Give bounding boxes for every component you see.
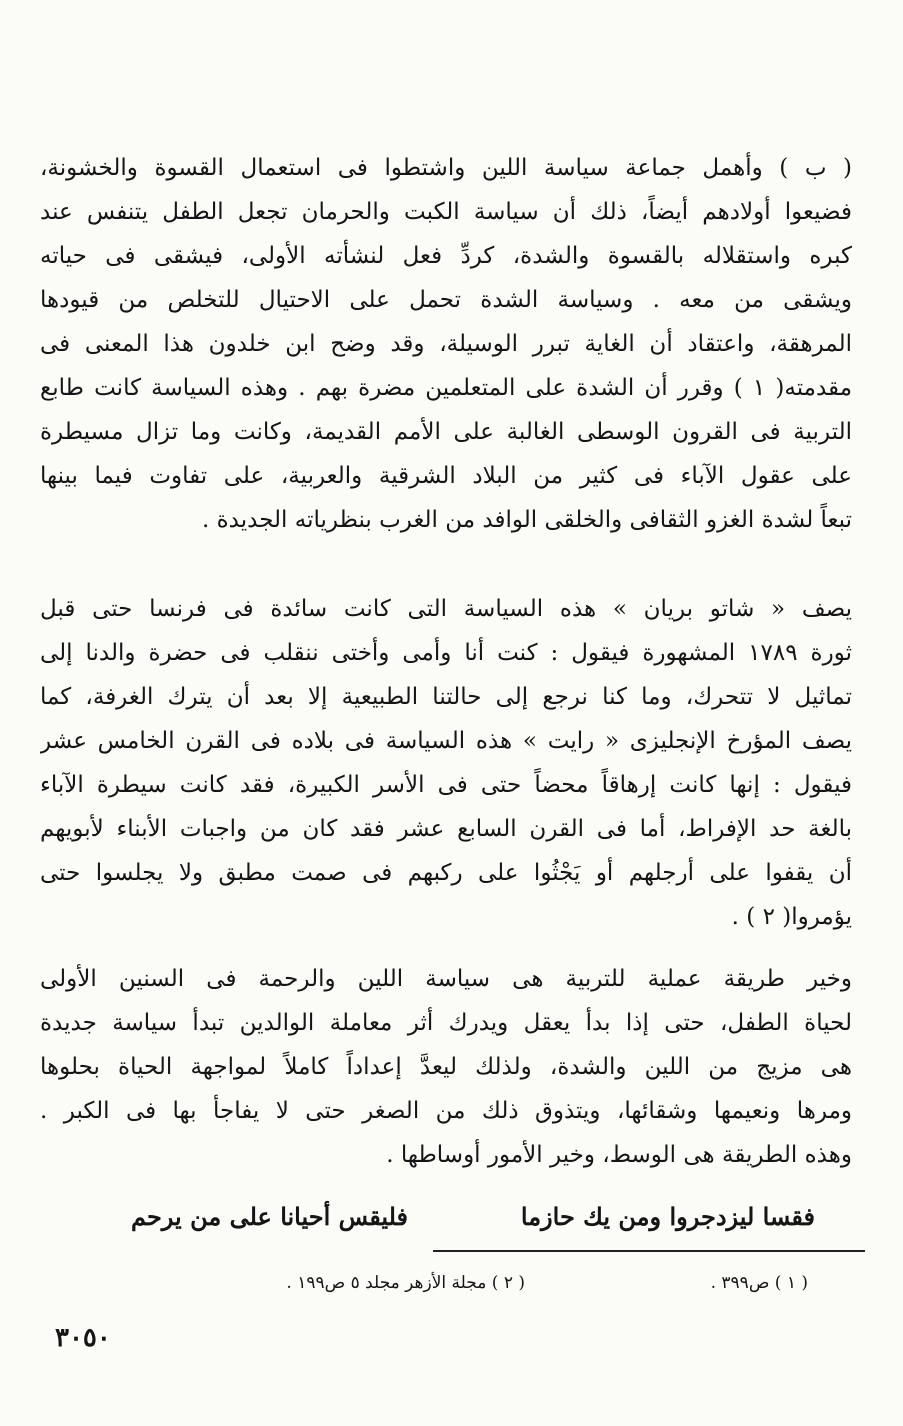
text-line: فضيعوا أولادهم أيضاً، ذلك أن سياسة الكبت والحرمان تجعل الطفل يتنفس عند (40, 199, 852, 225)
text-line: ومرها ونعيمها وشقائها، ويتذوق ذلك من الصغر حتى لا يفاجأ بها فى الكبر . (40, 1098, 852, 1124)
text-line: ويشقى من معه . وسياسة الشدة تحمل على الاحتيال للتخلص من قيودها (40, 287, 852, 313)
footnote-2: ( ٢ ) مجلة الأزهر مجلد ٥ ص١٩٩ . (286, 1273, 525, 1293)
text-line: وهذه الطريقة هى الوسط، وخير الأمور أوساطها . (386, 1142, 852, 1168)
text-line: لحياة الطفل، حتى إذا بدأ يعقل ويدرك أثر معاملة الوالدين تبدأ سياسة جديدة (40, 1010, 852, 1036)
text-line: ( ب ) وأهمل جماعة سياسة اللين واشتطوا فى استعمال القسوة والخشونة، (40, 155, 852, 181)
footnote-1: ( ١ ) ص٣٩٩ . (710, 1273, 808, 1293)
text-line: هى مزيج من اللين والشدة، ولذلك ليعدَّ إعداداً كاملاً لمواجهة الحياة بحلوها (40, 1054, 852, 1080)
text-line: تبعاً لشدة الغزو الثقافى والخلقى الوافد من الغرب بنظرياته الجديدة . (201, 507, 852, 533)
text-line: مقدمته( ١ ) وقرر أن الشدة على المتعلمين مضرة بهم . وهذه السياسة كانت طابع (40, 375, 852, 401)
verse-second-hemistich: فليقس أحيانا على من يرحم (131, 1202, 408, 1231)
text-line: وخير طريقة عملية للتربية هى سياسة اللين والرحمة فى السنين الأولى (40, 966, 852, 992)
page-number: ٣٠٥٠ (55, 1323, 111, 1353)
text-line: بالغة حد الإفراط، أما فى القرن السابع عشر فقد كان من واجبات الأبناء لأبويهم (40, 816, 852, 842)
text-line: يصف المؤرخ الإنجليزى « رايت » هذه السياسة فى بلاده فى القرن الخامس عشر (40, 728, 852, 754)
text-line: يؤمروا( ٢ ) . (731, 904, 852, 930)
footnote-divider (433, 1250, 865, 1252)
text-line: التربية فى القرون الوسطى الغالبة على الأمم القديمة، وكانت وما تزال مسيطرة (40, 419, 852, 445)
text-line: على عقول الآباء فى كثير من البلاد الشرقية والعربية، على تفاوت فيما بينها (40, 463, 852, 489)
text-line: فيقول : إنها كانت إرهاقاً محضاً حتى فى الأسر الكبيرة، فقد كانت سيطرة الآباء (40, 772, 852, 798)
text-line: المرهقة، واعتقاد أن الغاية تبرر الوسيلة، وقد وضح ابن خلدون هذا المعنى فى (40, 331, 852, 357)
text-line: أن يقفوا على أرجلهم أو يَجْثُوا على ركبهم فى صمت مطبق ولا يجلسوا حتى (40, 860, 852, 886)
text-line: يصف « شاتو بريان » هذه السياسة التى كانت سائدة فى فرنسا حتى قبل (40, 596, 852, 622)
text-line: كبره واستقلاله بالقسوة والشدة، كردِّ فعل لنشأته الأولى، فيشقى فى حياته (40, 243, 852, 269)
text-line: ثورة ١٧٨٩ المشهورة فيقول : كنت أنا وأمى وأختى ننقلب فى حضرة والدنا إلى (40, 640, 852, 666)
verse-first-hemistich: فقسا ليزدجروا ومن يك حازما (520, 1202, 815, 1231)
text-line: تماثيل لا تتحرك، وما كنا نرجع إلى حالتنا الطبيعية إلا بعد أن يترك الغرفة، كما (40, 684, 852, 710)
